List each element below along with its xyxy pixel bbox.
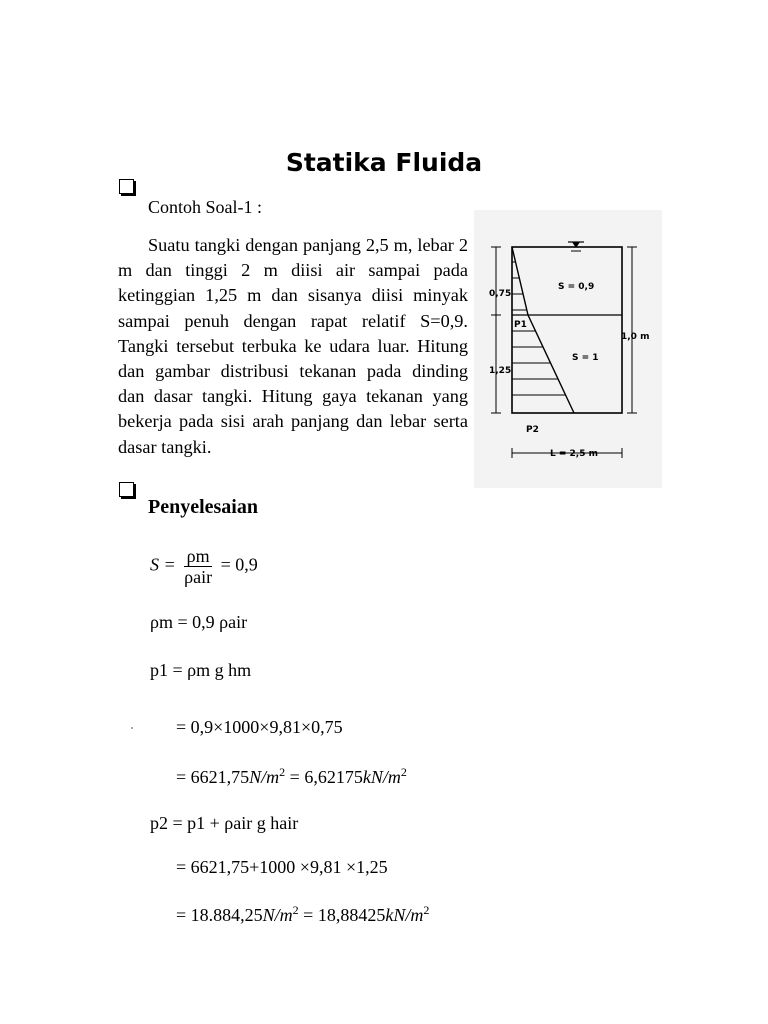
stray-dot [131,727,133,729]
pressure-line [512,247,574,413]
equation-p2-result: = $18.884,25N/m^2 = 18,88425kN/m^2$ [176,903,430,925]
tank-outline [512,247,622,413]
equation-p1-substitution: = 0,9×1000×9,81×0,75 [176,717,343,737]
tank-diagram [474,210,662,488]
checkbox-bullet [119,482,134,497]
label-water: S = 1 [572,353,599,363]
equation-relative-density: S = $\frac{\rho m}{\text{ρair}}$ = 0,9 [150,546,258,587]
label-length: L = 2,5 m [550,449,598,459]
equation-p2-substitution: = 6621,75+1000 ×9,81 ×1,25 [176,857,388,877]
solution-heading: Penyelesaian [148,496,258,518]
example-label: Contoh Soal-1 : [148,197,263,217]
page-title: Statika Fluida [285,148,483,177]
tank-figure [474,210,662,488]
label-p2: P2 [526,425,539,435]
equation-oil-density: ρm = 0,9 ρair [150,612,248,632]
label-height: 1,0 m [621,332,650,342]
problem-text: Suatu tangki dengan panjang 2,5 m, lebar 2 m dan tinggi 2 m diisi air sampai pada ketinggian 1,25 m dan sisanya diisi minyak sampai penuh dengan rapat relatif S=0,9. Tangki tersebut terbuka ke udara luar. Hitung dan gambar distribusi tekanan pada dinding dan dasar tangki. Hitung gaya tekanan yang bekerja pada sisi arah panjang dan lebar serta dasar tangki. [118,235,468,457]
label-p1: P1 [514,320,527,330]
equation-p1-result: = $6621,75N/m^2 = 6,62175kN/m^2$ [176,765,407,787]
equation-p2: p2 = p1 + ρair g hair [150,813,299,833]
density-fraction: $\frac{\rho m}{\text{ρair}}$ [184,546,213,587]
equation-p1: p1 = ρm g hm [150,660,252,680]
label-oil-height: 0,75 [489,289,512,299]
label-water-height: 1,25 [489,366,512,376]
label-oil: S = 0,9 [558,282,595,292]
checkbox-bullet [119,179,134,194]
